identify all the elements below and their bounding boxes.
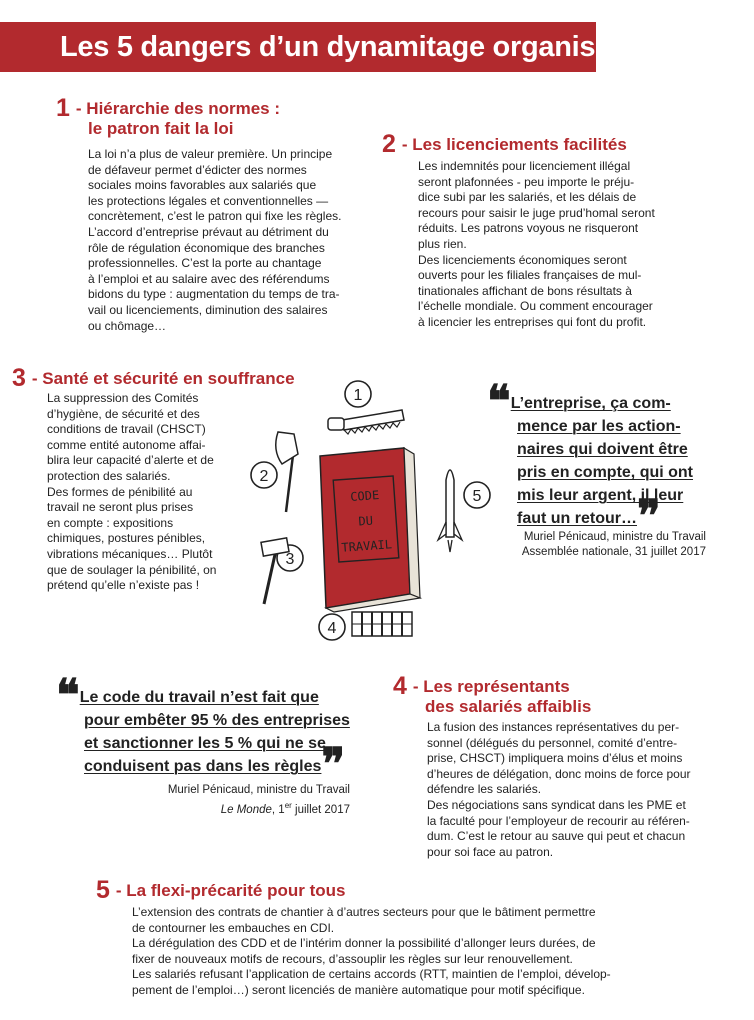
section-2-title-line1: - Les licenciements facilités bbox=[401, 135, 627, 154]
body-line: les protections légales et conventionnelles — bbox=[88, 193, 329, 208]
body-line: défendre les salariés. bbox=[427, 782, 542, 797]
body-line: concrètement, c’est le patron qui fixe les règles. bbox=[88, 209, 342, 224]
section-5-body bbox=[132, 905, 732, 999]
page-title: Les 5 dangers d’un dynamitage organisé bbox=[60, 31, 612, 63]
svg-text:5: 5 bbox=[472, 488, 482, 505]
axe-icon bbox=[276, 432, 298, 512]
section-3-body bbox=[47, 391, 242, 594]
section-2-title bbox=[382, 130, 627, 158]
section-1-body bbox=[88, 147, 363, 334]
body-line: à l’emploi et au salaire avec des référendums bbox=[88, 271, 330, 286]
body-line: vibrations mécaniques… Plutôt bbox=[47, 546, 213, 561]
attribution-author: Muriel Pénicaud, ministre du Travail bbox=[167, 784, 350, 796]
body-line: rôle de régulation économique des branches bbox=[88, 240, 325, 255]
quote-line: mis leur argent, il leur bbox=[517, 487, 684, 504]
quote-line: pour embêter 95 % des entreprises bbox=[84, 712, 350, 729]
section-5-number: 5 bbox=[96, 876, 110, 904]
section-1-title-line2: le patron fait la loi bbox=[88, 119, 234, 138]
book-text-line-2: DU bbox=[358, 513, 374, 529]
code-du-travail-book bbox=[320, 448, 420, 612]
body-line: pement de l’emploi…) seront licenciés de manière automatique pour motif spécifique. bbox=[132, 982, 585, 997]
section-3-number: 3 bbox=[12, 364, 26, 392]
attribution-date: , 1 bbox=[271, 803, 285, 816]
section-2-number: 2 bbox=[382, 130, 396, 158]
quote-line: naires qui doivent être bbox=[517, 441, 688, 458]
quote-line: et sanctionner les 5 % qui ne se bbox=[84, 735, 326, 752]
quote-line: faut un retour… bbox=[517, 510, 637, 527]
body-line: Des négociations sans syndicat dans les PME et bbox=[427, 797, 686, 812]
body-line: seront plafonnées - peu importe le préju- bbox=[418, 174, 635, 189]
body-line: La loi n’a plus de valeur première. Un principe bbox=[88, 147, 333, 161]
body-line: ou chômage… bbox=[88, 318, 167, 333]
book-text-line-1: CODE bbox=[349, 488, 380, 505]
section-4-body bbox=[427, 720, 717, 860]
quote-open-mark: ❝ bbox=[487, 376, 511, 427]
quote-open-mark: ❝ bbox=[56, 670, 80, 721]
body-line: professionnelles. C’est la porte au chantage bbox=[88, 256, 322, 271]
body-line: La dérégulation des CDD et de l’intérim donner la possibilité d’allonger leurs durées, de bbox=[132, 936, 596, 951]
body-line: que de soulager la pénibilité, on bbox=[47, 562, 217, 577]
quote-line: conduisent pas dans les règles bbox=[84, 758, 322, 775]
body-line: prétend qu’elle n’existe pas ! bbox=[47, 578, 200, 593]
body-line: d’heures de délégation, donc moins de force pour bbox=[427, 766, 691, 781]
body-line: à licencier les entreprises qui font du profit. bbox=[418, 314, 647, 329]
section-2-body bbox=[418, 159, 698, 331]
body-line: de contourner les embauches en CDI. bbox=[132, 920, 335, 935]
marker-2 bbox=[251, 462, 277, 488]
attribution-source: Assemblée nationale, 31 juillet 2017 bbox=[521, 546, 706, 558]
body-line: Les indemnités pour licenciement illégal bbox=[418, 159, 631, 173]
quote-line: pris en compte, qui ont bbox=[517, 464, 694, 481]
section-4-number: 4 bbox=[393, 672, 407, 700]
body-line: Les salariés refusant l’application de certains accords (RTT, maintien de l’emploi, dévelop- bbox=[132, 967, 611, 982]
attribution-source-name: Le Monde bbox=[220, 803, 272, 816]
body-line: conditions de travail (CHSCT) bbox=[47, 422, 206, 437]
body-line: chimiques, postures pénibles, bbox=[47, 531, 206, 546]
attribution-author: Muriel Pénicaud, ministre du Travail bbox=[523, 531, 706, 543]
body-line: plus rien. bbox=[418, 236, 467, 251]
section-4-title bbox=[393, 672, 592, 717]
body-line: travail ne seront plus prises bbox=[47, 500, 194, 515]
svg-text:3: 3 bbox=[285, 551, 295, 568]
body-line: en compte : expositions bbox=[47, 515, 174, 530]
bricks-icon bbox=[352, 612, 412, 636]
body-line: Des licenciements économiques seront bbox=[418, 252, 627, 267]
body-line: sociales moins favorables aux salariés que bbox=[88, 178, 317, 193]
body-line: bidons du type : augmentation du temps de tra- bbox=[88, 287, 340, 302]
section-1-title-line1: - Hiérarchie des normes : bbox=[75, 99, 280, 118]
saw-icon bbox=[328, 410, 404, 434]
section-4-title-line2: des salariés affaiblis bbox=[425, 697, 592, 716]
body-line: sonnel (délégués du personnel, comité d’entre- bbox=[427, 735, 678, 750]
body-line: protection des salariés. bbox=[47, 468, 171, 483]
svg-text:1: 1 bbox=[353, 387, 363, 404]
body-line: fixer de nouveaux motifs de recours, d’assouplir les règles sur leur renouvellement. bbox=[132, 951, 573, 966]
body-line: vail ou licenciements, diminution des salaires bbox=[88, 302, 328, 317]
quote-line: Le code du travail n’est fait que bbox=[79, 689, 319, 706]
section-1-number: 1 bbox=[56, 94, 70, 122]
body-line: la faculté pour l’employeur de recourir au référen- bbox=[427, 813, 690, 828]
section-3-title-line1: - Santé et sécurité en souffrance bbox=[31, 369, 295, 388]
quote-line: mence par les action- bbox=[517, 418, 681, 435]
body-line: d’hygiène, de sécurité et des bbox=[47, 406, 200, 421]
quote-1-attribution bbox=[470, 530, 706, 560]
quote-close-mark: ❞ bbox=[321, 739, 346, 790]
section-5-title bbox=[96, 876, 346, 904]
body-line: pour soi face au patron. bbox=[427, 844, 554, 859]
body-line: comme entité autonome affai- bbox=[47, 437, 206, 452]
body-line: L’accord d’entreprise prévaut au détriment du bbox=[88, 224, 329, 239]
section-5-title-line1: - La flexi-précarité pour tous bbox=[115, 881, 346, 900]
body-line: prise, CHSCT) impliquera moins d’élus et moins bbox=[427, 751, 683, 766]
quote-line: L’entreprise, ça com- bbox=[510, 395, 671, 412]
body-line: recours pour saisir le juge prud’homal seront bbox=[418, 205, 655, 220]
title-banner bbox=[0, 22, 612, 72]
marker-4 bbox=[319, 614, 345, 640]
marker-1 bbox=[345, 381, 371, 407]
body-line: Des formes de pénibilité au bbox=[47, 484, 193, 499]
attribution-source bbox=[130, 798, 350, 818]
section-1-title bbox=[56, 94, 280, 139]
book-text-line-3: TRAVAIL bbox=[341, 537, 393, 555]
body-line: La suppression des Comités bbox=[47, 391, 199, 405]
attribution-date: juillet 2017 bbox=[291, 803, 350, 816]
svg-text:2: 2 bbox=[259, 468, 269, 485]
body-line: L’extension des contrats de chantier à d’autres secteurs pour que le bâtiment permettre bbox=[132, 905, 596, 919]
attribution-date-sup: er bbox=[284, 801, 292, 810]
rocket-icon bbox=[438, 470, 462, 552]
section-4-title-line1: - Les représentants bbox=[412, 677, 570, 696]
body-line: ouverts pour les filiales françaises de mul- bbox=[418, 268, 642, 283]
hammer-icon bbox=[261, 538, 289, 604]
body-line: l’échelle mondiale. Ou comment encourager bbox=[418, 299, 653, 314]
quote-close-mark: ❞ bbox=[637, 491, 661, 542]
body-line: réduits. Les patrons voyous ne risqueront bbox=[418, 221, 639, 236]
body-line: dice subi par les salariés, et les délais de bbox=[418, 190, 637, 205]
body-line: blira leur capacité d’alerte et de bbox=[47, 453, 214, 468]
svg-text:4: 4 bbox=[327, 620, 337, 637]
quote-2-attribution bbox=[130, 783, 350, 818]
body-line: de défaveur permet d’édicter des normes bbox=[88, 162, 307, 177]
body-line: La fusion des instances représentatives du per- bbox=[427, 720, 680, 734]
body-line: dum. C’est le retour au sauve qui peut et chacun bbox=[427, 829, 686, 844]
body-line: tinationales affichant de bons résultats à bbox=[418, 283, 632, 298]
code-du-travail-illustration bbox=[224, 372, 494, 652]
